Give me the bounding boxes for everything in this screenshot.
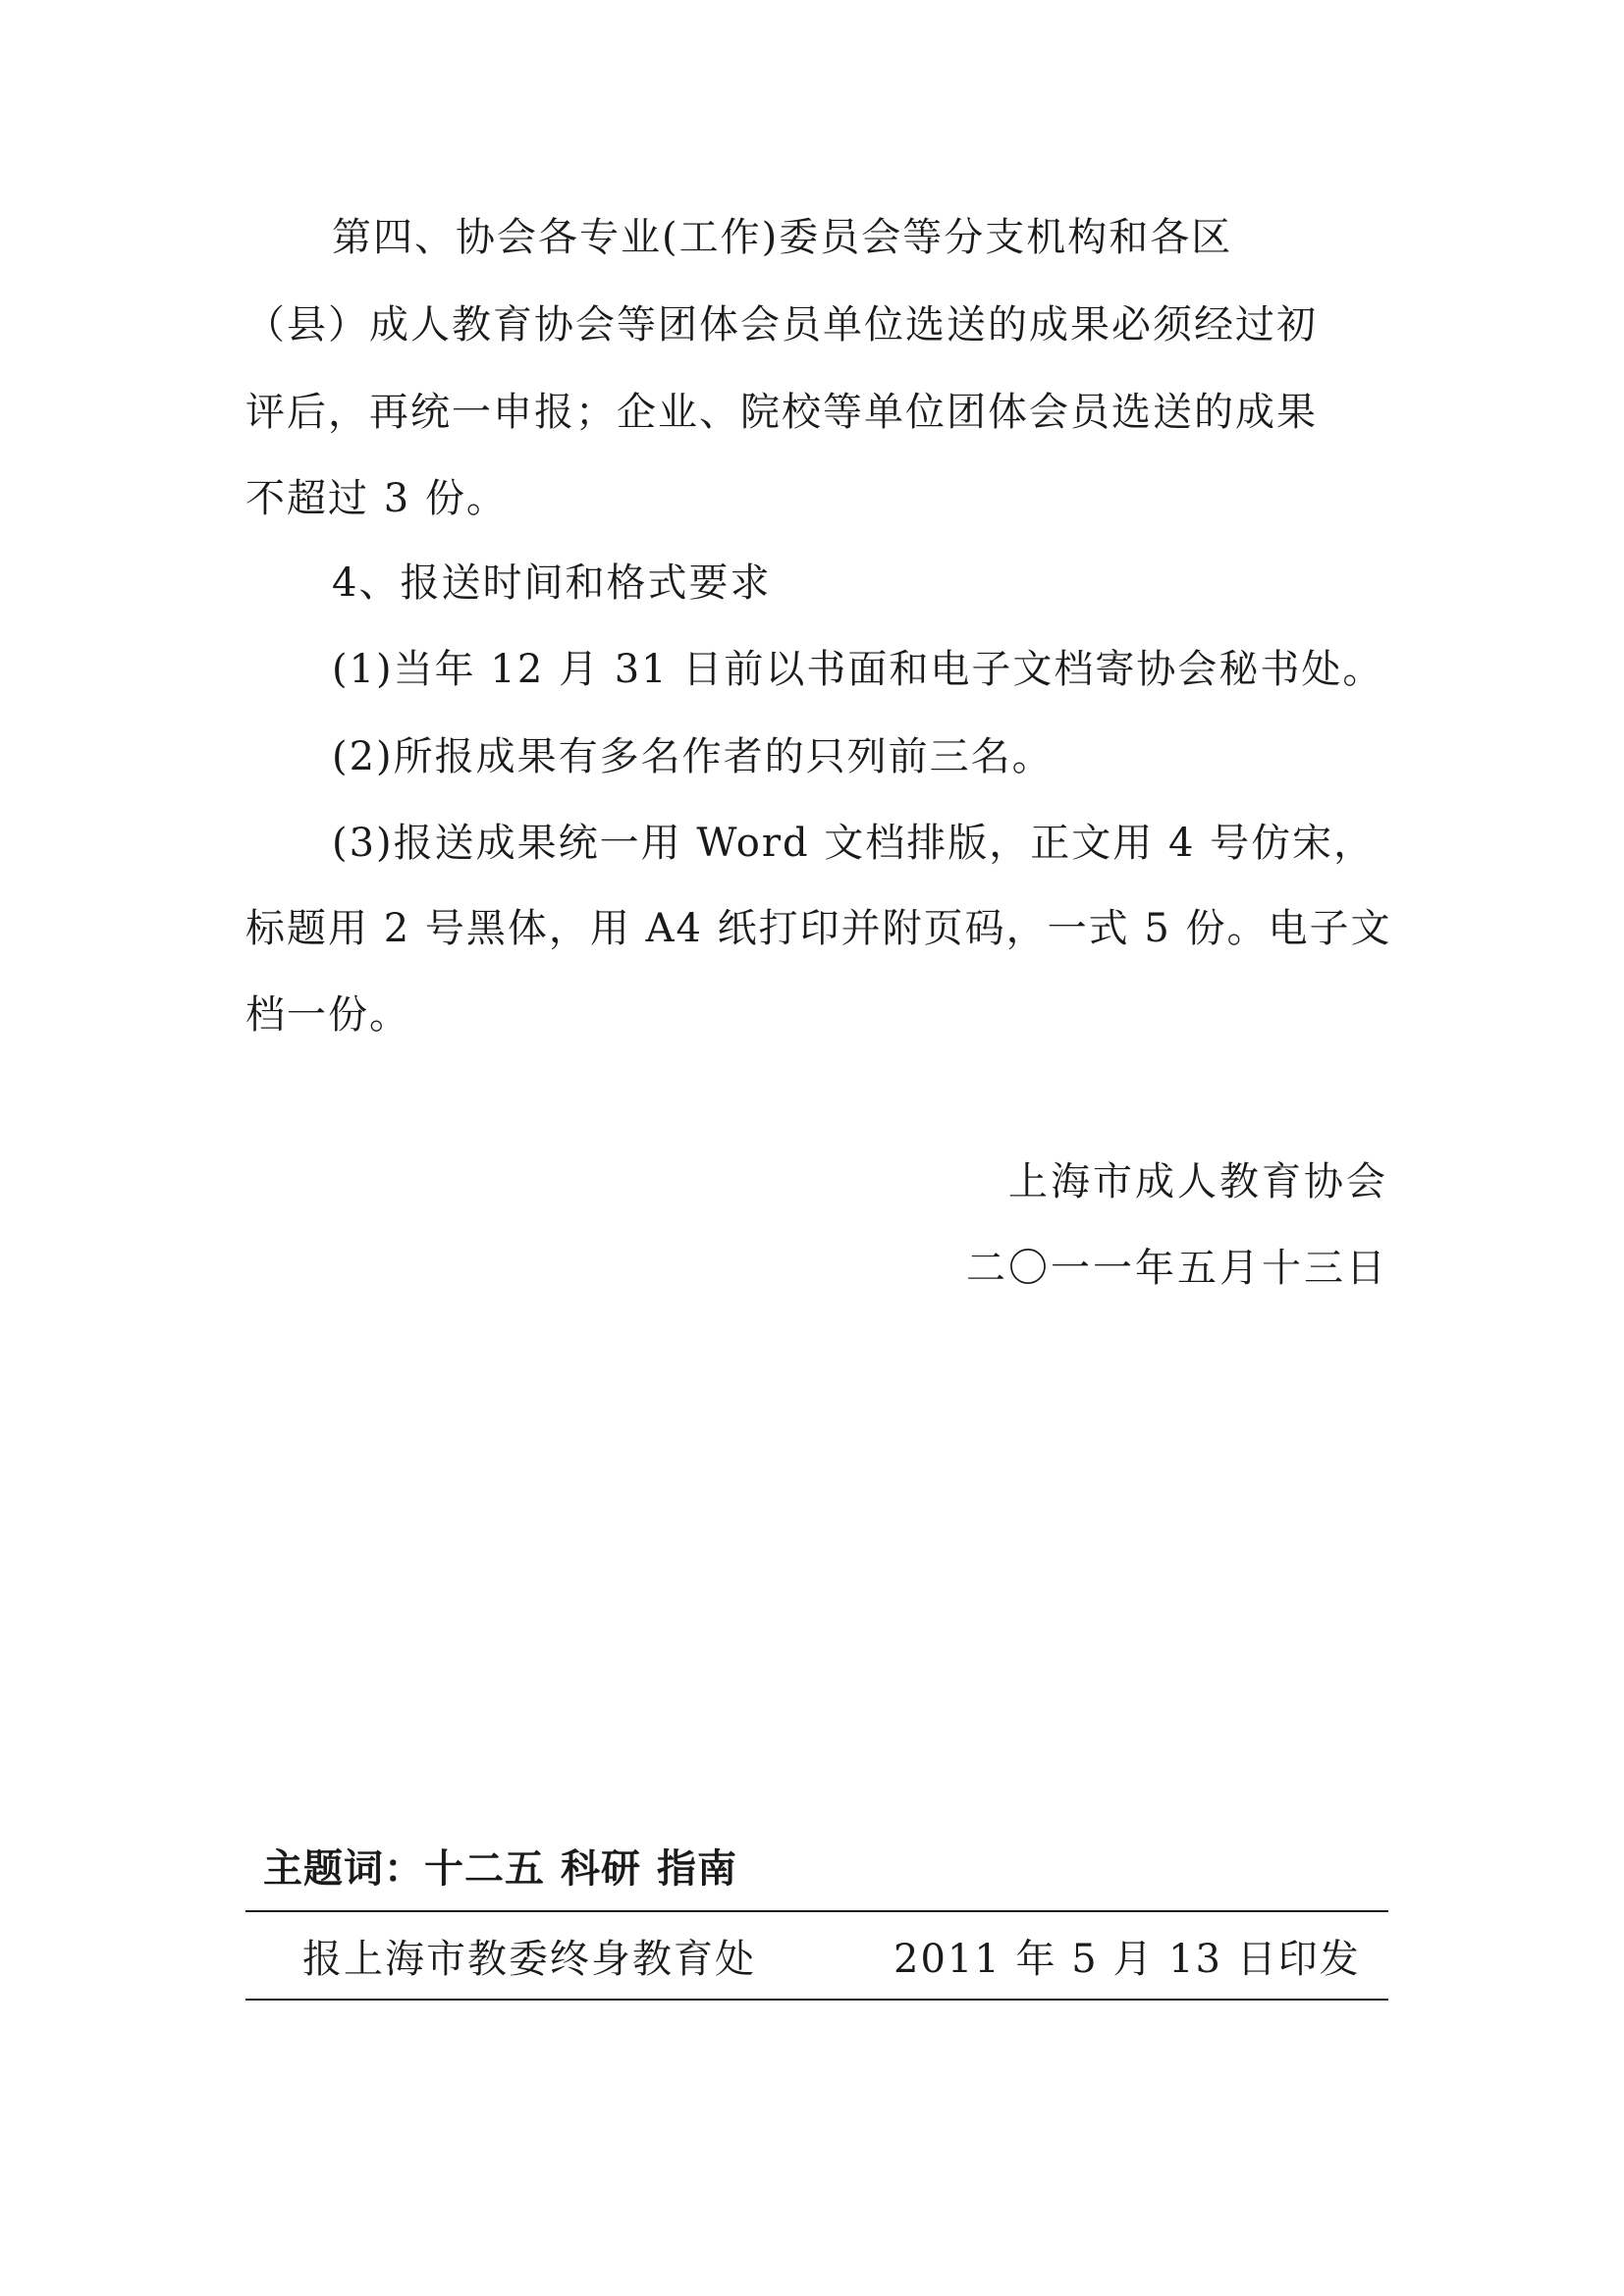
keyword-item: 指南 (657, 1846, 737, 1892)
keywords-label: 主题词： (263, 1846, 424, 1892)
footer-top-rule (245, 1910, 1388, 1912)
section-4-heading: 4、报送时间和格式要求 (332, 561, 772, 606)
item-3-line-3: 档一份。 (245, 992, 410, 1038)
subject-keywords (263, 1845, 737, 1893)
keyword-item: 科研 (561, 1846, 641, 1892)
paragraph-1-line-4: 不超过 3 份。 (245, 476, 508, 521)
footer-bottom-rule (245, 1999, 1388, 2001)
item-3-line-2: 标题用 2 号黑体，用 A4 纸打印并附页码，一式 5 份。电子文 (245, 906, 1392, 951)
item-1: (1)当年 12 月 31 日前以书面和电子文档寄协会秘书处。 (332, 647, 1384, 692)
item-3-line-1: (3)报送成果统一用 Word 文档排版，正文用 4 号仿宋， (332, 821, 1376, 866)
footer-recipient: 报上海市教委终身教育处 (302, 1937, 756, 1982)
signature-organization: 上海市成人教育协会 (1008, 1159, 1388, 1204)
signature-date: 二〇一一年五月十三日 (966, 1246, 1388, 1291)
item-2: (2)所报成果有多名作者的只列前三名。 (332, 734, 1054, 779)
keyword-item: 十二五 (424, 1846, 545, 1892)
paragraph-1-line-1: 第四、协会各专业(工作)委员会等分支机构和各区 (332, 215, 1233, 260)
paragraph-1-line-2: （县）成人教育协会等团体会员单位选送的成果必须经过初 (245, 302, 1318, 347)
footer-issue-date: 2011 年 5 月 13 日印发 (893, 1937, 1361, 1982)
paragraph-1-line-3: 评后，再统一申报；企业、院校等单位团体会员选送的成果 (245, 390, 1318, 435)
